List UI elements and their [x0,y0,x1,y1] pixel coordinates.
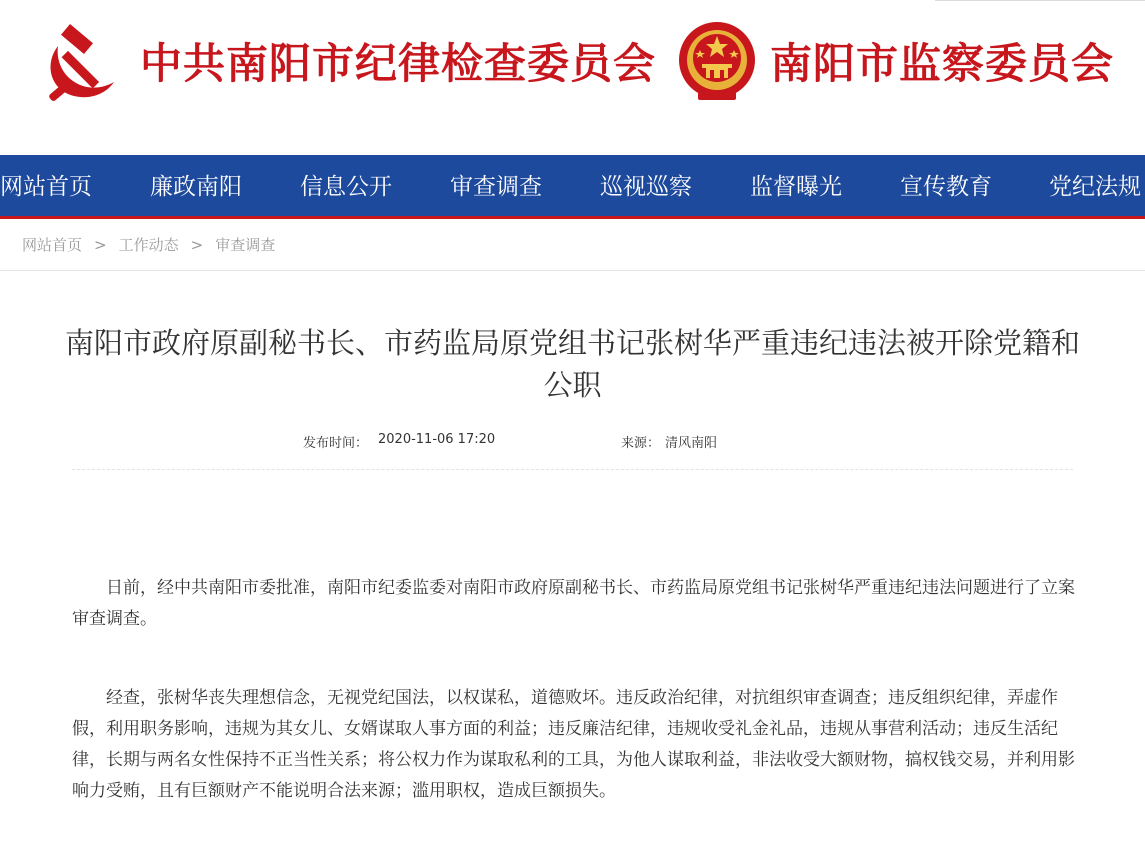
article-meta [0,432,1145,452]
header-divider [935,0,1145,1]
nav-item-regulations[interactable]: 党纪法规 [1049,174,1141,200]
org-name-commission: 中共南阳市纪律检查委员会 [140,39,657,88]
national-emblem-icon [676,20,758,104]
party-emblem-icon [40,24,120,104]
nav-item-info[interactable]: 信息公开 [300,174,392,200]
meta-divider [72,469,1073,470]
breadcrumb-divider [0,270,1145,271]
org-name-supervision: 南阳市监察委员会 [770,39,1115,88]
breadcrumb [22,234,275,258]
nav-item-investigation[interactable]: 审查调查 [450,174,542,200]
article-paragraph: 日前，经中共南阳市委批准，南阳市纪委监委对南阳市政府原副秘书长、市药监局原党组书记张树华严重违纪违法问题进行了立案审查调查。 [72,578,1075,629]
source-label: 来源： [621,436,661,451]
nav-item-exposure[interactable]: 监督曝光 [750,174,842,200]
publish-time-label: 发布时间： [303,436,369,451]
breadcrumb-separator: > [190,236,204,254]
source-name: 清风南阳 [665,436,718,451]
nav-item-home[interactable]: 网站首页 [0,174,92,200]
breadcrumb-home[interactable]: 网站首页 [22,236,83,254]
main-nav [0,155,1145,219]
article-paragraph: 经查，张树华丧失理想信念，无视党纪国法，以权谋私，道德败坏。违反政治纪律，对抗组织审查调查；违反组织纪律，弄虚作假，利用职务影响，违规为其女儿、女婿谋取人事方面的利益；违反廉洁纪律，违规收受礼金礼品，违规从事营利活动；违反生活纪律，长期与两名女性保持不正当性关系；将公权力作为谋取私利的工具，为他人谋取利益，非法收受大额财物，搞权钱交易，并利用影响力受贿，且有巨额财产不能说明合法来源；滥用职权，造成巨额损失。 [72,688,1075,801]
breadcrumb-news[interactable]: 工作动态 [118,236,179,254]
nav-item-lianzheng[interactable]: 廉政南阳 [150,174,242,200]
breadcrumb-separator: > [94,236,107,254]
nav-item-education[interactable]: 宣传教育 [900,174,992,200]
nav-item-inspection[interactable]: 巡视巡察 [600,174,692,200]
breadcrumb-current[interactable]: 审查调查 [215,236,276,254]
publish-time: 2020-11-06 17:20 [378,432,496,447]
site-header [0,0,1145,155]
article-title: 南阳市政府原副秘书长、市药监局原党组书记张树华严重违纪违法被开除党籍和公职 [64,326,1080,402]
